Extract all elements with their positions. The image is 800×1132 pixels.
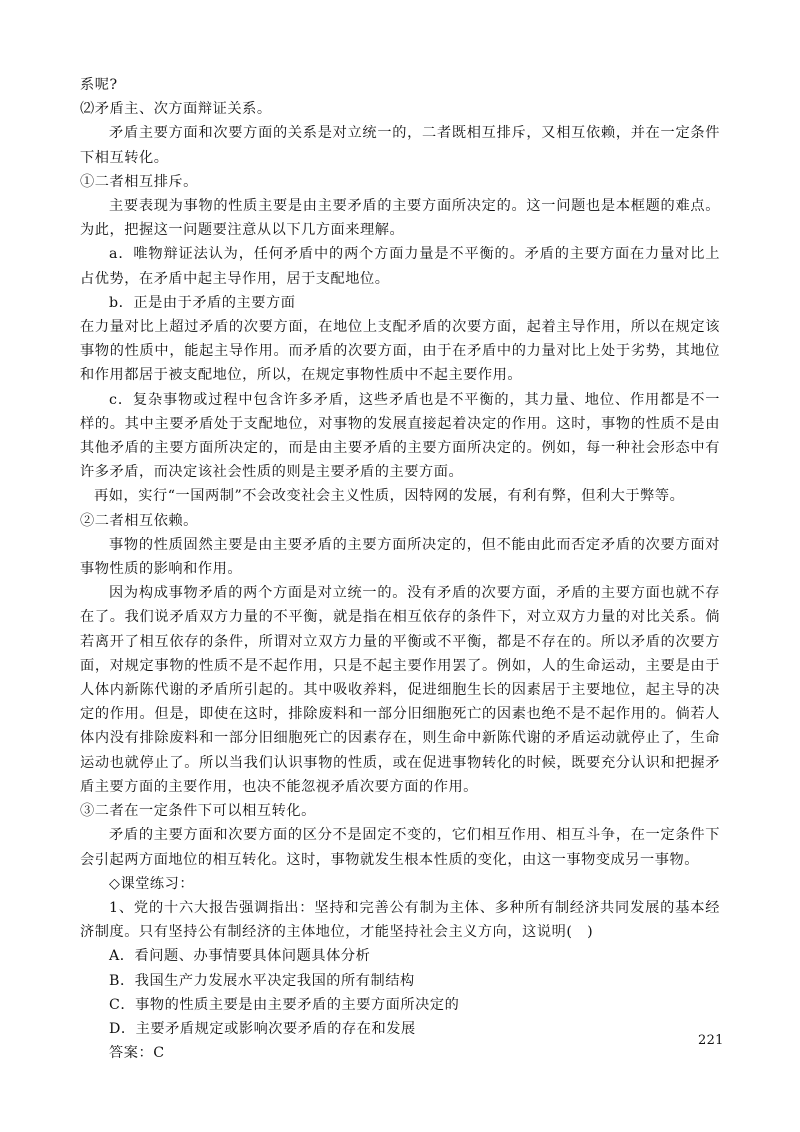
exercise-option-d: D．主要矛盾规定或影响次要矛盾的存在和发展	[109, 1020, 416, 1037]
heading-mutual-dependence: ②二者相互依赖。	[80, 512, 198, 529]
page-number: 221	[698, 1033, 724, 1048]
heading-mutual-exclusion: ①二者相互排斥。	[80, 173, 198, 190]
exercise-option-b: B．我国生产力发展水平决定我国的所有制结构	[109, 972, 415, 989]
paragraph-exclusion-intro: 主要表现为事物的性质主要是由主要矛盾的主要方面所决定的。这一问题也是本框题的难点。为此，把握这一问题要注意从以下几方面来理解。	[80, 198, 720, 239]
paragraph-dependence-detail: 因为构成事物矛盾的两个方面是对立统一的。没有矛盾的次要方面，矛盾的主要方面也就不存在了。我们说矛盾双方力量的不平衡，就是指在相互依存的条件下，对立双方力量的对比关系。倘若离开了相互依存的条件，所谓对立双方力量的平衡或不平衡，都是不存在的。所以矛盾的次要方面，对规定事物的性质不是不起作用，只是不起主要作用罢了。例如，人的生命运动，主要是由于人体内新陈代谢的矛盾所引起的。其中吸收养料，促进细胞生长的因素居于主要地位，起主导的决定的作用。但是，即使在这时，排除废料和一部分旧细胞死亡的因素也绝不是不起作用的。倘若人体内没有排除废料和一部分旧细胞死亡的因素存在，则生命中新陈代谢的矛盾运动就停止了，生命运动也就停止了。所以当我们认识事物的性质，或在促进事物转化的时候，既要充分认识和把握矛盾主要方面的主要作用，也决不能忽视矛盾次要方面的作用。	[80, 585, 720, 795]
paragraph-further-example: 再如，实行“一国两制”不会改变社会主义性质，因特网的发展，有利有弊，但利大于弊等。	[94, 488, 685, 505]
exercise-answer: 答案：C	[109, 1045, 165, 1062]
paragraph-point-a: a．唯物辩证法认为，任何矛盾中的两个方面力量是不平衡的。矛盾的主要方面在力量对比上占优势，在矛盾中起主导作用，居于支配地位。	[80, 246, 720, 287]
paragraph-point-c: c．复杂事物或过程中包含许多矛盾，这些矛盾也是不平衡的，其力量、地位、作用都是不一样的。其中主要矛盾处于支配地位，对事物的发展直接起着决定的作用。这时，事物的性质不是由其他矛盾的主要方面所决定的，而是由主要矛盾的主要方面所决定的。例如，每一种社会形态中有许多矛盾，而决定该社会性质的则是主要矛盾的主要方面。	[80, 391, 720, 481]
paragraph-point-b-continued: 在力量对比上超过矛盾的次要方面，在地位上支配矛盾的次要方面，起着主导作用，所以在规定该事物的性质中，能起主导作用。而矛盾的次要方面，由于在矛盾中的力量对比上处于劣势，其地位和作用都居于被支配地位，所以，在规定事物性质中不起主要作用。	[80, 319, 720, 384]
paragraph-dependence-intro: 事物的性质固然主要是由主要矛盾的主要方面所决定的，但不能由此而否定矛盾的次要方面对事物性质的影响和作用。	[80, 536, 720, 578]
paragraph-relation-summary: 矛盾主要方面和次要方面的关系是对立统一的，二者既相互排斥，又相互依赖，并在一定条件下相互转化。	[80, 125, 720, 166]
paragraph-transformation: 矛盾的主要方面和次要方面的区分不是固定不变的，它们相互作用、相互斗争，在一定条件下会引起两方面地位的相互转化。这时，事物就发生根本性质的变化，由这一事物变成另一事物。	[80, 827, 720, 868]
heading-classroom-exercise: ◇课堂练习：	[109, 875, 195, 892]
paragraph-point-b: b．正是由于矛盾的主要方面	[109, 294, 296, 311]
paragraph-continuation: 系呢?	[80, 77, 118, 93]
heading-dialectical-relation: ⑵矛盾主、次方面辩证关系。	[80, 101, 272, 118]
document-body	[80, 73, 720, 1065]
heading-mutual-transformation: ③二者在一定条件下可以相互转化。	[80, 803, 316, 820]
exercise-option-a: A．看问题、办事情要具体问题具体分析	[109, 948, 371, 965]
exercise-option-c: C．事物的性质主要是由主要矛盾的主要方面所决定的	[109, 996, 460, 1013]
exercise-question: 1、党的十六大报告强调指出：坚持和完善公有制为主体、多种所有制经济共同发展的基本经济制度。只有坚持公有制经济的主体地位，才能坚持社会主义方向，这说明( )	[80, 899, 720, 941]
